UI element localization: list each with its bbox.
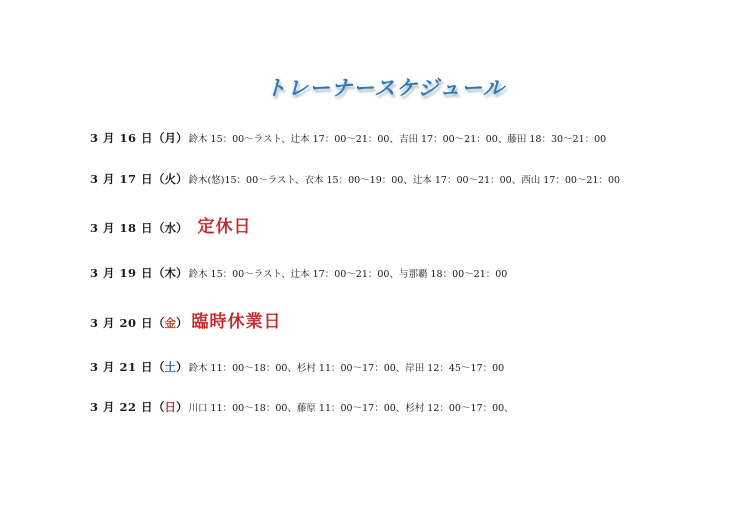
day-of-week: （月） xyxy=(153,131,188,145)
trainer-shifts: 鈴木 11：00～18：00、杉村 11：00～17：00、岸田 12：45～17：00 xyxy=(188,363,505,374)
schedule-date: 3 月 22 日 xyxy=(90,400,154,414)
schedule-date: 3 月 20 日 xyxy=(90,316,154,330)
schedule-date: 3 月 16 日 xyxy=(90,131,154,145)
day-of-week-char: 火 xyxy=(164,172,177,186)
day-of-week-char: 月 xyxy=(164,131,177,145)
trainer-shifts: 川口 11：00～18：00、藤原 11：00～17：00、杉村 12：00～17：00、 xyxy=(188,403,514,414)
trainer-shifts: 鈴木 15：00～ラスト、辻本 17：00～21：00、吉田 17：00～21：00、藤田 18：30～21：00 xyxy=(188,134,607,145)
closed-notice: 臨時休業日 xyxy=(191,312,282,332)
schedule-date: 3 月 21 日 xyxy=(90,360,154,374)
schedule-date: 3 月 17 日 xyxy=(90,172,154,186)
schedule-row-0321 xyxy=(90,359,504,375)
closed-notice: 定休日 xyxy=(197,217,252,237)
day-of-week-char: 金 xyxy=(164,316,177,330)
schedule-row-0316 xyxy=(90,130,606,146)
day-of-week-char: 木 xyxy=(164,266,177,280)
day-of-week: （土） xyxy=(153,360,188,374)
day-of-week: （木） xyxy=(153,266,188,280)
day-of-week: （水） xyxy=(153,221,188,235)
schedule-row-0320 xyxy=(90,307,282,332)
trainer-shifts: 鈴木(悠)15：00～ラスト、衣本 15：00～19：00、辻本 17：00～21：00、西山 17：00～21：00 xyxy=(188,175,621,186)
day-of-week-char: 土 xyxy=(164,360,177,374)
schedule-row-0322 xyxy=(90,399,514,415)
page-title: トレーナースケジュール xyxy=(265,76,505,100)
schedule-row-0319 xyxy=(90,265,507,281)
schedule-date: 3 月 19 日 xyxy=(90,266,154,280)
schedule-date: 3 月 18 日 xyxy=(90,221,154,235)
day-of-week: （金） xyxy=(153,316,188,330)
day-of-week-char: 水 xyxy=(164,221,177,235)
schedule-row-0317 xyxy=(90,171,620,187)
day-of-week: （火） xyxy=(153,172,188,186)
day-of-week: （日） xyxy=(153,400,188,414)
day-of-week-char: 日 xyxy=(164,400,177,414)
trainer-shifts: 鈴木 15：00～ラスト、辻本 17：00～21：00、与那覇 18：00～21：00 xyxy=(188,269,508,280)
schedule-row-0318 xyxy=(90,212,252,237)
